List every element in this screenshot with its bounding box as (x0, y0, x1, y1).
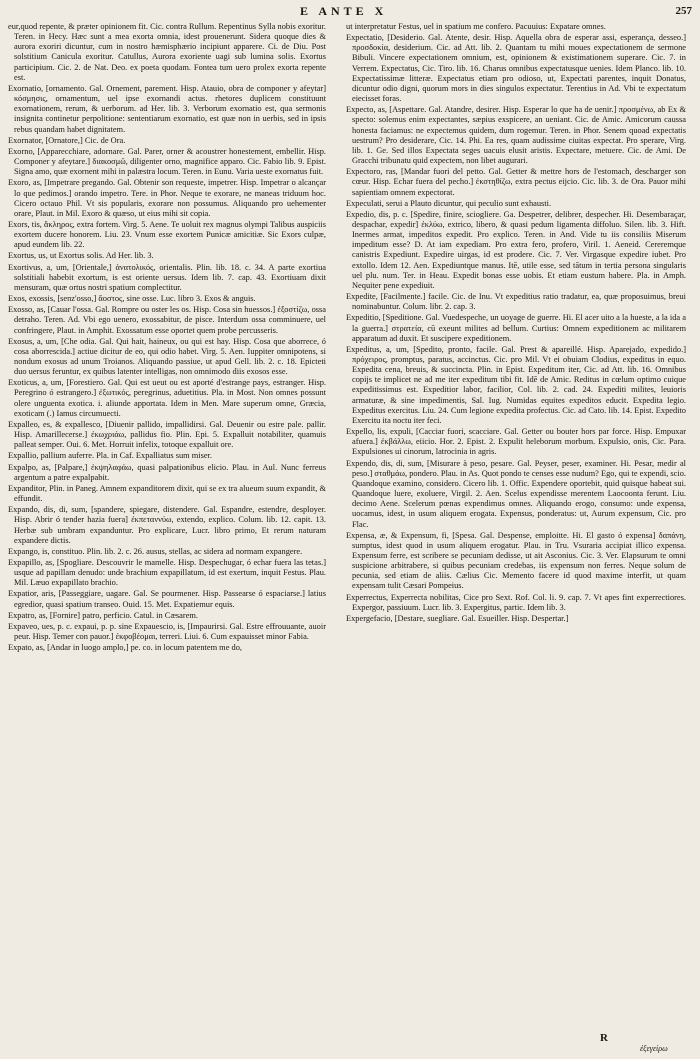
dictionary-entry: Experrectus, Experrecta nobilitas, Cice pro Sext. Rof. Col. li. 9. cap. 7. Vt apes fint experrectiores. Expergor, passiuum. Lucr. lib. 3. Expergitus, partic. Idem lib. 3. (346, 592, 686, 612)
dictionary-entry: Expatro, as, [Fornire] patro, perficio. Catul. in Cæsarem. (8, 610, 199, 620)
running-head (0, 4, 700, 22)
dictionary-entry: Exorno, [Apparecchiare, adornare. Gal. Parer, orner & acoustrer honestement, embellir. Hisp. Componer y afeytare.] διακοσμῶ, diligenter orno, magnifice apparo. Cic. Fabio lib. 9. Epist. Signa amo, quæ exornent mihi in palæstra locum. Teren. in Eunu. Varia ueste exornatus fuit. (8, 146, 326, 177)
dictionary-entry: Exosus, a, um, [Che odia. Gal. Qui hait, haineux, ou qui est hay. Hisp. Cosa que aborrece, ó cosa aborrescida.] actiue dicitur de eo, qui odio habet. Virg. 5. Aen. Iuppiter omnipotens, si nondum exosus ad unum Troianos. Aliquando passiue, ut apud Gell. lib. 2. c. 18. Epicteti duo uersus feruntur, ex quibus latenter intelligas, non omnimodo diis exosos esse. (8, 336, 326, 377)
dictionary-entry: Expectoro, ras, [Mandar fuori del petto. Gal. Getter & mettre hors de l'estomach, descharger son cœur. Hisp. Echar fuera del pecho.] ἐκστηθίζω, extra pectus eijcio. Cic. lib. 3. de Ora. Pauor mihi sapientiam omnem expectorat. (346, 167, 686, 197)
right-column (346, 22, 686, 625)
dictionary-entry: ut interpretatur Festus, uel in spatium me confero. Pacuuius: Expatare omnes. (346, 22, 606, 31)
dictionary-entry: Expectatio, [Desiderio. Gal. Atente, desir. Hisp. Aquella obra de esperar assi, esperança, desseo.] προσδοκία, desiderium. Cic. ad Att. lib. 2. Quantam tu mihi moues expectationem de sermone Bibuli. Vincere expectationem omnium, est, opinionem & existimationem superare. Cic. 7. in Verrem. Expectatus, Cic. Tiro. lib. 16. Charus omnibus expectatusque uenies. Idem Planco. lib. 10. Expectatissimæ litteræ. Expectatus etiam pro odioso, ut, Expectati parentes, inquit Donatus, dicuntur odio digni, quorum mors in dies singulos expectatur. Terentius in Ad. Vbi te expectatum eiecisset foras. (346, 33, 686, 104)
dictionary-entry: Expendo, dis, di, sum, [Misurare à peso, pesare. Gal. Peyser, peser, examiner. Hi. Pesar, medir al peso.] σταθμάω, pondero. Plau. in As. Quot pondo te censes esse nudum? Ego, qui te expendi, scio. Quandoque examino, considero. Cicero lib. 1. Offic. Expendere oportebit, quid quisque habeat sui. Quandoque luere, exoluere, Virgil. 2. Aen. Scelus expendisse merentem Laocoonta ferunt. Liu. decimo Aene. Scelerum pœnas expendimus omnes. Aliquando erogo, consumo: unde expensa, uocamus, idest, in usum aliquem erogata. Expensus, ponderatus: ut, Aurum expensum, Cic. pro Flac. (346, 458, 686, 529)
dictionary-entry: Exosso, as, [Cauar l'ossa. Gal. Rompre ou oster les os. Hisp. Cosa sin huessos.] ἐξοστίζω, ossa detraho. Teren. Ad. Vbi ego uenero, exossabitur, de pisce. Interdum ossa comminuere, uel confringere, Plaut. in Amphit. Exossatum esse oportet quem probe percusseris. (8, 305, 326, 335)
dictionary-entry: Exors, tis, ἄκληρος, extra fortem. Virg. 5. Aene. Te uoluit rex magnus olympi Talibus auspiciis exortem ducere honorem. Liu. 23. Vnum esse exortem Punicæ amicitiæ. Sic Exors culpæ, apud eundem lib. 22. (8, 219, 326, 250)
dictionary-entry: eur,quod repente, & præter opinionem fit. Cic. contra Rullum. Repentinus Sylla nobis exoritur. Teren. in Hecy. Hæc sunt a mea exorta omnia, idest prouenerunt. Sidera quoque dies & aurora exoriri dicuntur, cum in nostro hæmisphærio incipiunt apparere. Ci. de Diu. Post solstitium Canicula exoritur. Catullus, Aurora exoriente uagi sub lumina solis. Exortus participium. Cic. 2. de Nat. Deo. ex poeta quodam. Fontea tum uero prolex exorta repente est. (8, 22, 326, 82)
dictionary-entry: Exoro, as, [Impetrare pregando. Gal. Obtenir son requeste, impetrer. Hisp. Impetrar o alcançar lo que pedimos.] orando impetro. Tere. in Phor. Neque te exorare, ne maneas triduum hoc. Cicero octauo Phil. Vt sis popularis, exorare non possumus. Aliquando pro uehementer orare, Plaut. in Mil. Exoro & quæso, ut eius mihi sit copia. (8, 178, 326, 218)
dictionary-entry: Expeculati, serui a Plauto dicuntur, qui peculio sunt exhausti. (346, 198, 552, 208)
dictionary-entry: Expedio, dis, p. c. [Spedire, finire, sciogliere. Ga. Despetrer, delibrer, despecher. Hi. Desembaraçar, despachar, expedir] ἐκλύω, extrico, libero, & quasi pedum ligamenta diffoluo. Silen. lib. 3. Hift. Inermes armat, impeditos expedit. Pro explico. Teren. in And. Vide tu iis consiliis Miserum impeditum esse? D. At iam expediam. Pro extra fero, profero, Viril. 1. Aeneid. Cereremque canistris Expediunt. Expedire uirgas, id est prodere. Cic. 7. Ver. Virgasque expedire iubet. Pro extollo. Idem 12. Aen. Expediuntque manus. Itē, utile esse, sed tātum in tertia persona singularis uel plu. num. Ter. in Heau. Expedit bonas esse uobis. Et etiam eustum habere. Pla. in Amph. Nequiter pene expediuit. (346, 209, 686, 290)
dictionary-entry: Expedite, [Facilmente.] facile. Cic. de Inu. Vt expeditius ratio tradatur, ea, quæ proposuimus, breui nominabuntur. Colum. libr. 2. cap. 3. (346, 292, 686, 312)
signature-mark: R (600, 1032, 608, 1044)
dictionary-entry: Expato, as, [Andar in luogo amplo,] pe. co. in locum patentem me do, (8, 643, 242, 653)
dictionary-entry: Expapillo, as, [Spogliare. Descouvrir le mamelle. Hisp. Despechugar, ó echar fuera las tetas.] usque ad papillam denudo: unde brachium expapillatum, id est exertum, inquit Festus. Plau. Mil. Læuo expapillato brachio. (8, 557, 326, 588)
dictionary-entry: Expalpo, as, [Palpare,] ἐκψηλαφάω, quasi palpationibus elicio. Plau. in Aul. Nunc ferreus argentum a patre expalpabit. (8, 462, 326, 482)
dictionary-entry: Expecto, as, [Aspettare. Gal. Atandre, desirer. Hisp. Esperar lo que ha de uenir.] προσμένω, ab Ex & specto: solemus enim expectantes, sæpius exspicere, an ueniant. Cic. de Amic. Amicorum caussa honesta faciamus: ne expectemus quidem, dum rogemur. Teren. in Phor. Senem quoad expectatis uestrum? Pro desiderare, Cic. 14. Phi. Ea res, quam audissime ciuitas expectat. Pro sperare, Virg. lib. 1. Ge. Sed illos Expectata seges uacuis elusit aristis. Expectare, metuere. Cic. de Ami. De Gracchi tribunatu quid expectem, non libet augurari. (346, 105, 686, 166)
dictionary-entry: Exoticus, a, um, [Forestiero. Gal. Qui est ueut ou est aporté d'estrange pays, estranger. Hisp. Peregrino ó estrangero.] ἐξωτικός, peregrinus, aduetitius. Pla. in Most. Non omnes possunt olere unguenta exotica. i. aliunde apportata. Idem in Men. Mare superum omne, Græcia, exoticam (.) Iamus circumuecti. (8, 378, 326, 418)
dictionary-entry: Expatior, aris, [Passeggiare, uagare. Gal. Se pourmener. Hisp. Passearse ó espaciarse.] latius egredior, quasi spatium transeo. Ouid. 15. Met. Expatiemur equis. (8, 589, 326, 609)
dictionary-entry: Exornator, [Ornatore,] Cic. de Ora. (8, 135, 126, 145)
dictionary-entry: Expensa, æ, & Expensum, fi, [Spesa. Gal. Despense, emploitte. Hi. El gasto ó expensa] δαπάνη, sumptus, idest quod in usum aliquem erogatur. Plau. in Tru. Vsuraria accipiat illico expensa. Expensum ferre, est scribere se pecuniam dedisse, ut ait Asconius. Cic. 3. Ver. Elapsurum te omni suspicione arbitrabere, si quibus pecuniam credebas, iis expensum non ferres. Neque solum de pecunia, sed etiam de aliis. Cælius Cic. Memento facere id quod maxime interfit, ut quam expensam tulit Cæsari Pompeius. (346, 530, 686, 591)
dictionary-entry: Expello, lis, expuli, [Cacciar fuori, scacciare. Gal. Getter ou bouter hors par force. Hisp. Empuxar afuera.] ἐκβάλλω, eiicio. Hor. 2. Epist. 2. Expulit heleborum morbum. Expulsio, onis, Cic. Para. Expulsiones ui cinorum, latrocinia in agris. (346, 427, 686, 457)
page-number: 257 (675, 5, 692, 17)
dictionary-entry: Expergefacio, [Destare, suegliare. Gal. Esueiller. Hisp. Despertar.] (346, 613, 569, 623)
dictionary-entry: Expalleo, es, & expallesco, [Diuenir pallido, impallidirsi. Gal. Deuenir ou estre pale. pallir. Hisp. Amarillecerse.] ἐκωχριάω, pallidus fio. Plin. Epi. 5. Expalluit notabiliter, quamuis palleat semper. Oui. 6. Met. Horruit infelix, totoque expalluit ore. (8, 419, 326, 450)
dictionary-entry: Exortivus, a, um, [Orientale,] ἀνατολικός, orientalis. Plin. lib. 18. c. 34. A parte exortiua solstitiali habebit exortum, is est oriente uersus. Idem lib. 7. cap. 43. Exortiuam dixit mensuram, quæ ortus nostri spatium complectitur. (8, 262, 326, 292)
dictionary-entry: Expeditio, [Speditione. Gal. Vuedespeche, un uoyage de guerre. Hi. El acer uito a la hueste, a la ida a la guerra.] στρατεία, cū exeunt milites ad bellum. Curtius: Omnem expeditionem ac militarem apparatum ad duxit. Et suscipere expeditionem. (346, 313, 686, 343)
dictionary-entry: Expeditus, a, um, [Spedito, pronto, facile. Gal. Prest & apareillé. Hisp. Aparejado, expedido.] πρόχειρος, promptus, paratus, accinctus. Cic. pro Mil. Vt ei obuiam Clodius, expeditus in equo. Expedita cena, breuis, & succincta. Plin. in Epist. Expeditum iter, Cic. ad Att. lib. 16. Omnibus copijs te implicet ne ad me iter expeditum tibi fit. Idē de Amic. Reditus in cœlum optimo cuique expeditissimus est. Expeditior labor, facilior, Col. lib. 2. cad. 24. Expediti milites, leuioris armaturæ, & sine impedimentis, Sal. Iug. Numidas equites expeditos educit. Expedita legio. Expeditus exercitus. Liu. 24. Cum legione expedita profectus. Cic. ad Cato. lib. 14. Epist. Expedito Exercitu ita noctu iter feci. (346, 344, 686, 425)
catchword: ἐξεγείρω (640, 1044, 668, 1053)
running-title: E ANTE X (300, 4, 388, 18)
left-column (8, 22, 326, 654)
dictionary-entry: Expaveo, ues, p. c. expaui, p. p. sine Expauescio, is, [Impaurirsi. Gal. Estre effrouuante, auoir peur. Hisp. Temer con pauor.] ἐκφοβέομαι, terreri. Liui. 6. Cum expauisset minor Fabia. (8, 621, 326, 642)
dictionary-entry: Exornatio, [ornamento. Gal. Ornement, parement. Hisp. Atauio, obra de componer y afeytar] κόσμησις, ornamentum, uel ipse exornandi actus. rhetores duplicem constituunt exornationem, rerum, & uerborum. ad Her. lib. 3. Verborum exornatio est, qua sermonis insignita continetur perpolitione: sententiarum exornatio, est quæ non in uerbis, sed in ipsis rebus quandam habet dignitatem. (8, 83, 326, 134)
dictionary-entry: Expango, is, constituo. Plin. lib. 2. c. 26. ausus, stellas, ac sidera ad normam expangere. (8, 546, 303, 556)
dictionary-entry: Expallio, pallium auferre. Pla. in Caf. Expalliatus sum miser. (8, 451, 212, 461)
dictionary-entry: Expanditor, Plin. in Paneg. Amnem expanditorem dixit, qui se ex tra alueum suum expandit, & effundit. (8, 483, 326, 504)
dictionary-entry: Exos, exossis, [senz'osso,] ἄοστος, sine osse. Luc. libro 3. Exos & anguis. (8, 294, 256, 304)
dictionary-entry: Exortus, us, ut Exortus solis. Ad Her. lib. 3. (8, 251, 154, 261)
dictionary-entry: Expando, dis, di, sum, [spandere, spiegare, distendere. Gal. Espandre, estendre, desployer. Hisp. Abrir ó tender hazia fuera] ἐκπεταννύω, extendo, explico. Colum. lib. 12. capit. 13. Herbæ sub umbram expanduntur. Pro explicare, Lucr. libro primo, Et rerum naturam expandere dictis. (8, 505, 326, 545)
